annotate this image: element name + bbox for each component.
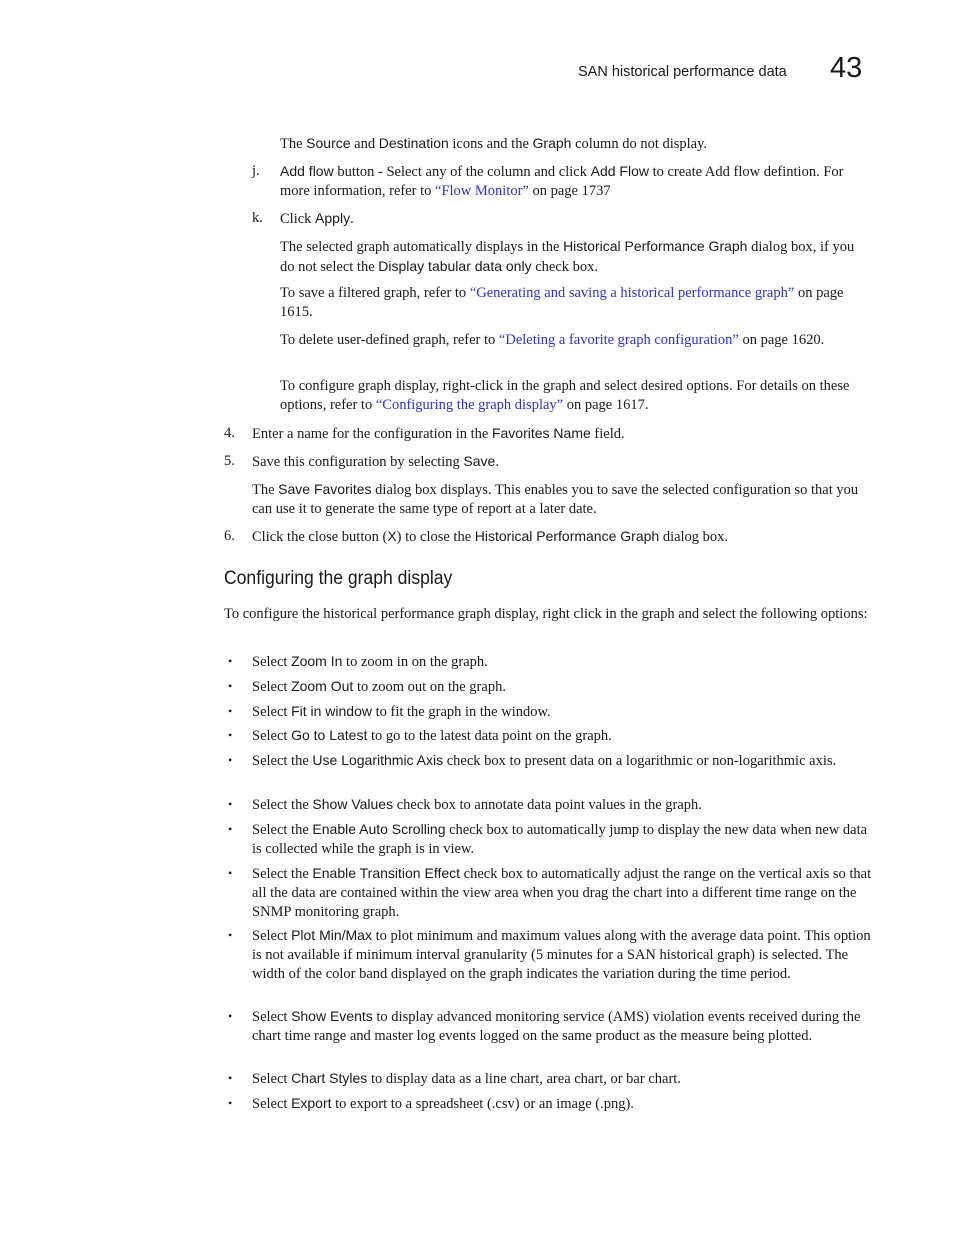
list-item: Select the Use Logarithmic Axis check box to present data on a logarithmic or non-logarithmic axis. [252,752,837,769]
section-intro: To configure the historical performance graph display, right click in the graph and select the following options: [224,606,868,622]
bullet-marker: • [228,866,233,880]
option-name: Fit in window [291,703,372,719]
paragraph-configure-display: To configure graph display, right-click in the graph and select desired options. For details on these options, refer to “Configuring the graph display” on page 1617. [280,378,850,413]
link-deleting-favorite[interactable]: “Deleting a favorite graph configuration” [498,332,739,348]
option-name: Zoom Out [291,678,354,694]
list-item: Select Go to Latest to go to the latest data point on the graph. [252,727,612,744]
running-header-title: SAN historical performance data [578,64,787,80]
list-item: Select Plot Min/Max to plot minimum and maximum values along with the average data point. This option is not available if minimum interval granularity (5 minutes for a SAN historical graph) is selected. The width of the color band displayed on the graph indicates the variation during the time period. [252,927,871,982]
bullet-marker: • [228,753,233,767]
list-item: Select the Enable Auto Scrolling check box to automatically jump to display the new data when new data is collected while the graph is in view. [252,821,868,857]
option-name: Enable Auto Scrolling [312,821,446,837]
bullet-marker: • [228,704,233,718]
bullet-marker: • [228,654,233,668]
option-name: Zoom In [291,653,343,669]
step-marker-j: j. [252,163,260,179]
option-name: Use Logarithmic Axis [312,752,444,768]
option-name: Plot Min/Max [291,927,372,943]
bullet-marker: • [228,822,233,836]
step-marker-4: 4. [224,425,235,441]
list-item: Select Chart Styles to display data as a line chart, area chart, or bar chart. [252,1070,681,1087]
chapter-number: 43 [830,52,863,84]
link-generating-saving-graph[interactable]: “Generating and saving a historical performance graph” [469,285,795,301]
bullet-marker: • [228,728,233,742]
list-item: Select the Show Values check box to annotate data point values in the graph. [252,796,702,813]
link-flow-monitor[interactable]: “Flow Monitor” [435,183,529,199]
section-heading: Configuring the graph display [224,567,453,589]
list-item: Select Zoom Out to zoom out on the graph. [252,678,506,695]
option-name: Go to Latest [291,727,368,743]
step-5-save: Save this configuration by selecting Save. [252,453,499,470]
option-name: Chart Styles [291,1070,368,1086]
step-marker-6: 6. [224,528,235,544]
link-configuring-graph-display[interactable]: “Configuring the graph display” [375,397,564,413]
step-6-close: Click the close button (X) to close the Historical Performance Graph dialog box. [252,528,729,545]
step-j-add-flow: Add flow button - Select any of the column and click Add Flow to create Add flow defintion. For more information, refer to “Flow Monitor” on page 1737 [280,163,844,199]
list-item: Select Fit in window to fit the graph in the window. [252,703,551,720]
paragraph-selected-graph: The selected graph automatically displays in the Historical Performance Graph dialog box, if you do not select the Display tabular data only check box. [280,238,855,275]
paragraph-save-filtered: To save a filtered graph, refer to “Generating and saving a historical performance graph” on page 1615. [280,285,844,320]
list-item: Select Show Events to display advanced monitoring service (AMS) violation events received during the chart time range and master log events logged on the same product as the measure being plotted. [252,1008,861,1044]
bullet-marker: • [228,1096,233,1110]
step-marker-k: k. [252,210,263,226]
paragraph-source-destination: The Source and Destination icons and the Graph column do not display. [280,135,708,152]
bullet-marker: • [228,1071,233,1085]
bullet-marker: • [228,1009,233,1023]
list-item: Select Zoom In to zoom in on the graph. [252,653,488,670]
step-marker-5: 5. [224,453,235,469]
option-name: Enable Transition Effect [312,865,461,881]
list-item: Select Export to export to a spreadsheet (.csv) or an image (.png). [252,1095,634,1112]
bullet-marker: • [228,797,233,811]
list-item: Select the Enable Transition Effect check box to automatically adjust the range on the vertical axis so that all the data are contained within the view area when you drag the chart into a different time range on the SNMP monitoring graph. [252,865,872,920]
step-k-click-apply: Click Apply. [280,210,354,227]
option-name: Show Events [291,1008,373,1024]
option-name: Export [291,1095,332,1111]
bullet-marker: • [228,679,233,693]
option-name: Show Values [312,796,394,812]
paragraph-delete-graph: To delete user-defined graph, refer to “Deleting a favorite graph configuration” on page 1620. [280,332,825,348]
bullet-marker: • [228,928,233,942]
step-4-favorites-name: Enter a name for the configuration in the Favorites Name field. [252,425,625,442]
paragraph-save-favorites: The Save Favorites dialog box displays. This enables you to save the selected configuration so that you can use it to generate the same type of report at a later date. [252,481,859,517]
